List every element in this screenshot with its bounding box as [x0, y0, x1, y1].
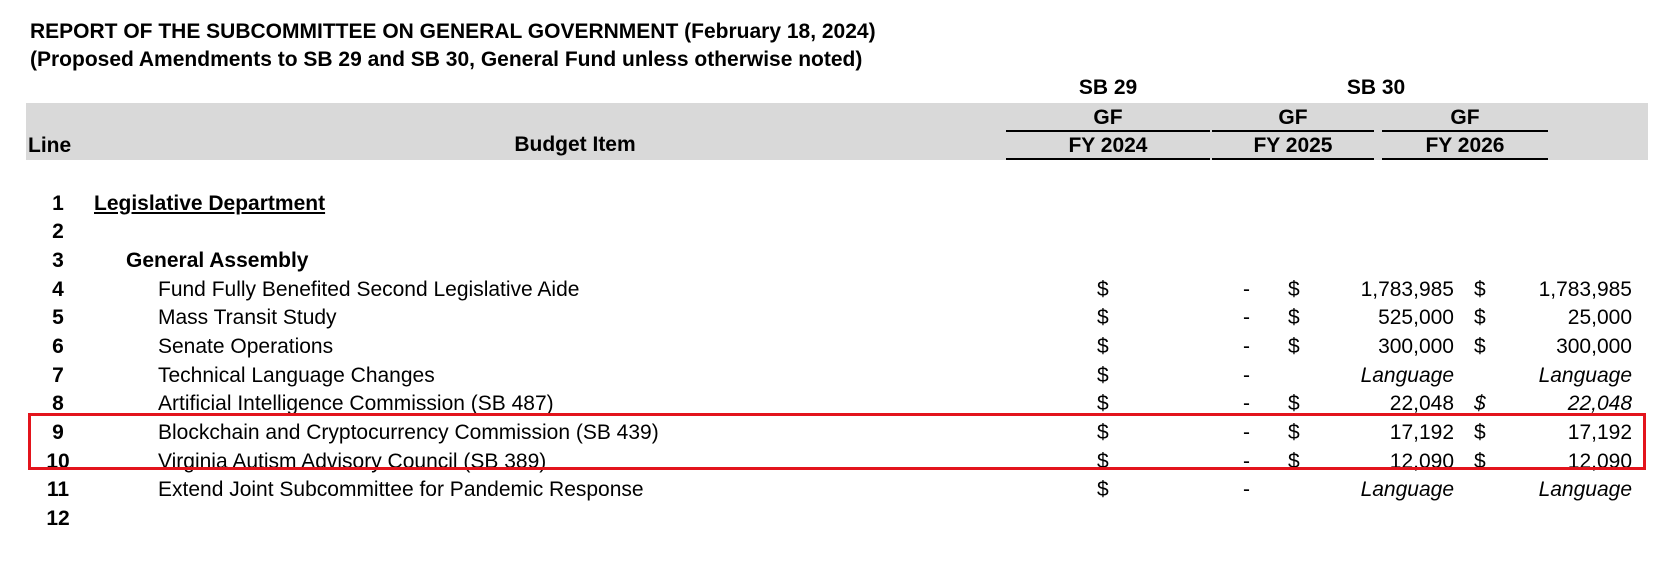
line-number: 3	[52, 249, 64, 272]
line-number: 6	[52, 335, 64, 358]
header-underline	[1006, 158, 1210, 160]
amount-fy2024: -	[1243, 335, 1250, 358]
table-row	[0, 507, 1660, 536]
currency-symbol: $	[1474, 306, 1486, 329]
table-row	[0, 306, 1660, 335]
currency-symbol: $	[1097, 392, 1109, 415]
amount-fy2024: -	[1243, 364, 1250, 387]
currency-symbol: $	[1288, 392, 1300, 415]
budget-item-label: Extend Joint Subcommittee for Pandemic Response	[158, 478, 644, 501]
line-number: 5	[52, 306, 64, 329]
line-number: 7	[52, 364, 64, 387]
amount-fy2025: 525,000	[1378, 306, 1454, 329]
line-number: 11	[46, 478, 70, 501]
amount-fy2026: 1,783,985	[1538, 278, 1632, 301]
column-header-fund-3: GF	[1450, 106, 1480, 129]
budget-item-label: Fund Fully Benefited Second Legislative Aide	[158, 278, 580, 301]
table-row	[0, 335, 1660, 364]
header-underline	[1212, 158, 1374, 160]
group-header-sb29: SB 29	[1078, 76, 1138, 99]
report-title: REPORT OF THE SUBCOMMITTEE ON GENERAL GOVERNMENT (February 18, 2024)	[30, 20, 876, 43]
currency-symbol: $	[1288, 421, 1300, 444]
budget-item-label: Blockchain and Cryptocurrency Commission (SB 439)	[158, 421, 659, 444]
table-row	[0, 249, 1660, 278]
column-header-year-1: FY 2024	[1068, 134, 1148, 157]
amount-fy2025: 300,000	[1378, 335, 1454, 358]
currency-symbol: $	[1474, 392, 1486, 415]
column-header-fund-2: GF	[1278, 106, 1308, 129]
line-number: 10	[46, 450, 70, 473]
budget-item-label: Mass Transit Study	[158, 306, 337, 329]
budget-item-label: Technical Language Changes	[158, 364, 435, 387]
budget-item-label: General Assembly	[126, 249, 309, 272]
amount-fy2026: 17,192	[1567, 421, 1632, 444]
column-header-line: Line	[28, 134, 72, 157]
currency-symbol: $	[1474, 450, 1486, 473]
currency-symbol: $	[1288, 335, 1300, 358]
table-row	[0, 220, 1660, 249]
currency-symbol: $	[1288, 450, 1300, 473]
line-number: 9	[52, 421, 64, 444]
budget-item-label: Senate Operations	[158, 335, 334, 358]
currency-symbol: $	[1288, 278, 1300, 301]
currency-symbol: $	[1474, 335, 1486, 358]
amount-fy2024: -	[1243, 278, 1250, 301]
column-header-budget-item: Budget Item	[514, 133, 636, 156]
amount-fy2026: 22,048	[1567, 392, 1632, 415]
line-number: 1	[52, 192, 64, 215]
table-row	[0, 278, 1660, 307]
currency-symbol: $	[1474, 421, 1486, 444]
amount-fy2024: -	[1243, 392, 1250, 415]
column-header-year-2: FY 2025	[1253, 134, 1333, 157]
amount-fy2026: 12,090	[1567, 450, 1632, 473]
header-divider	[1212, 130, 1374, 132]
currency-symbol: $	[1097, 335, 1109, 358]
header-divider	[1006, 130, 1210, 132]
amount-fy2025: Language	[1360, 478, 1454, 501]
currency-symbol: $	[1097, 278, 1109, 301]
currency-symbol: $	[1474, 278, 1486, 301]
amount-fy2024: -	[1243, 478, 1250, 501]
amount-fy2024: -	[1243, 306, 1250, 329]
line-number: 8	[52, 392, 64, 415]
currency-symbol: $	[1097, 450, 1109, 473]
table-row	[0, 192, 1660, 221]
table-row	[0, 478, 1660, 507]
currency-symbol: $	[1097, 478, 1109, 501]
currency-symbol: $	[1097, 364, 1109, 387]
amount-fy2026: 300,000	[1556, 335, 1632, 358]
budget-item-label: Legislative Department	[94, 192, 326, 215]
amount-fy2025: Language	[1360, 364, 1454, 387]
amount-fy2025: 12,090	[1389, 450, 1454, 473]
amount-fy2025: 17,192	[1389, 421, 1454, 444]
amount-fy2025: 1,783,985	[1360, 278, 1454, 301]
header-divider	[1382, 130, 1548, 132]
amount-fy2026: Language	[1538, 364, 1632, 387]
currency-symbol: $	[1097, 421, 1109, 444]
line-number: 12	[46, 507, 70, 530]
amount-fy2024: -	[1243, 421, 1250, 444]
line-number: 4	[52, 278, 64, 301]
table-row	[0, 364, 1660, 393]
currency-symbol: $	[1288, 306, 1300, 329]
header-underline	[1382, 158, 1548, 160]
report-subtitle: (Proposed Amendments to SB 29 and SB 30, General Fund unless otherwise noted)	[30, 48, 863, 71]
amount-fy2026: 25,000	[1567, 306, 1632, 329]
amount-fy2025: 22,048	[1389, 392, 1454, 415]
budget-item-label: Artificial Intelligence Commission (SB 487)	[158, 392, 554, 415]
currency-symbol: $	[1097, 306, 1109, 329]
group-header-sb30: SB 30	[1346, 76, 1406, 99]
amount-fy2026: Language	[1538, 478, 1632, 501]
budget-item-label: Virginia Autism Advisory Council (SB 389)	[158, 450, 547, 473]
column-header-fund-1: GF	[1093, 106, 1123, 129]
amount-fy2024: -	[1243, 450, 1250, 473]
line-number: 2	[52, 220, 64, 243]
column-header-year-3: FY 2026	[1425, 134, 1505, 157]
highlight-box	[28, 413, 1646, 470]
